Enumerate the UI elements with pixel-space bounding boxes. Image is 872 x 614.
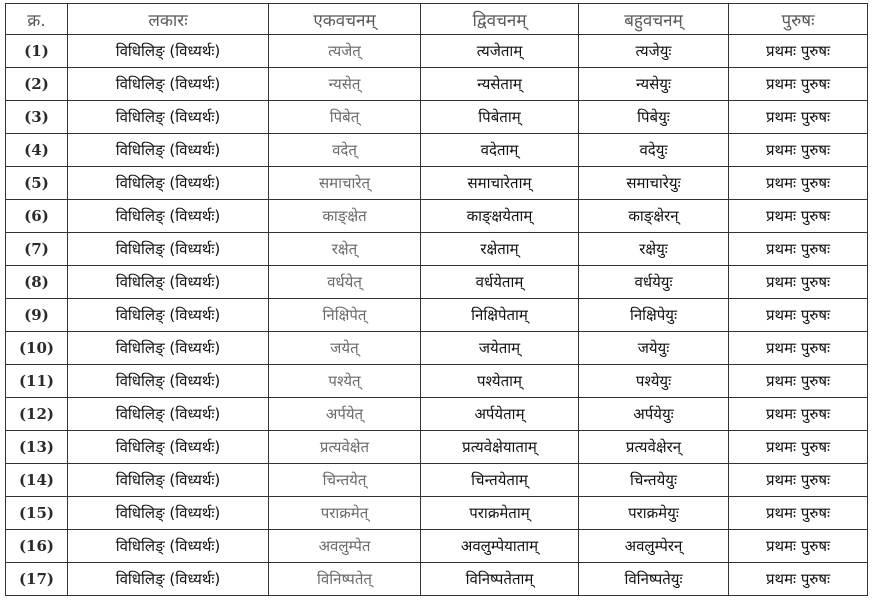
table-row (6, 68, 868, 101)
row-lakara: विधिलिङ् (विध्यर्थः) (68, 134, 269, 167)
row-serial: (2) (6, 68, 68, 101)
table-row (6, 530, 868, 563)
row-purusha: प्रथमः पुरुषः (729, 233, 868, 266)
row-bahuvachana: पश्येयुः (579, 365, 729, 398)
row-bahuvachana: वदेयुः (579, 134, 729, 167)
row-lakara: विधिलिङ् (विध्यर्थः) (68, 200, 269, 233)
row-serial: (4) (6, 134, 68, 167)
row-serial: (3) (6, 101, 68, 134)
row-lakara: विधिलिङ् (विध्यर्थः) (68, 101, 269, 134)
table-row (6, 299, 868, 332)
row-ekavachana: पराक्रमेत् (269, 497, 421, 530)
row-purusha: प्रथमः पुरुषः (729, 332, 868, 365)
row-purusha: प्रथमः पुरुषः (729, 134, 868, 167)
row-dvivachana: जयेताम् (421, 332, 579, 365)
row-lakara: विधिलिङ् (विध्यर्थः) (68, 167, 269, 200)
row-purusha: प्रथमः पुरुषः (729, 200, 868, 233)
row-bahuvachana: वर्धयेयुः (579, 266, 729, 299)
row-purusha: प्रथमः पुरुषः (729, 365, 868, 398)
header-purusha: पुरुषः (729, 4, 868, 35)
row-lakara: विधिलिङ् (विध्यर्थः) (68, 398, 269, 431)
row-lakara: विधिलिङ् (विध्यर्थः) (68, 497, 269, 530)
row-dvivachana: अर्पयेताम् (421, 398, 579, 431)
table-row (6, 101, 868, 134)
row-dvivachana: अवलुम्पेयाताम् (421, 530, 579, 563)
row-ekavachana: पिबेत् (269, 101, 421, 134)
table-row (6, 200, 868, 233)
table-row (6, 431, 868, 464)
row-dvivachana: वदेताम् (421, 134, 579, 167)
table-row (6, 464, 868, 497)
row-serial: (5) (6, 167, 68, 200)
table-row (6, 365, 868, 398)
row-serial: (11) (6, 365, 68, 398)
row-purusha: प्रथमः पुरुषः (729, 563, 868, 596)
row-ekavachana: अर्पयेत् (269, 398, 421, 431)
row-purusha: प्रथमः पुरुषः (729, 431, 868, 464)
row-dvivachana: काङ्क्षयेताम् (421, 200, 579, 233)
row-ekavachana: जयेत् (269, 332, 421, 365)
row-bahuvachana: अवलुम्पेरन् (579, 530, 729, 563)
row-purusha: प्रथमः पुरुषः (729, 35, 868, 68)
row-dvivachana: चिन्तयेताम् (421, 464, 579, 497)
row-lakara: विधिलिङ् (विध्यर्थः) (68, 299, 269, 332)
table-row (6, 233, 868, 266)
table-row (6, 167, 868, 200)
row-lakara: विधिलिङ् (विध्यर्थः) (68, 266, 269, 299)
row-bahuvachana: पिबेयुः (579, 101, 729, 134)
row-dvivachana: वर्धयेताम् (421, 266, 579, 299)
row-lakara: विधिलिङ् (विध्यर्थः) (68, 464, 269, 497)
table-body (6, 35, 868, 596)
row-purusha: प्रथमः पुरुषः (729, 299, 868, 332)
row-ekavachana: प्रत्यवेक्षेत (269, 431, 421, 464)
conjugation-sheet (5, 3, 867, 603)
row-serial: (6) (6, 200, 68, 233)
row-dvivachana: समाचारेताम् (421, 167, 579, 200)
row-dvivachana: पश्येताम् (421, 365, 579, 398)
row-serial: (17) (6, 563, 68, 596)
row-dvivachana: निक्षिपेताम् (421, 299, 579, 332)
row-bahuvachana: पराक्रमेयुः (579, 497, 729, 530)
table-row (6, 563, 868, 596)
conjugation-table (5, 3, 868, 596)
row-serial: (1) (6, 35, 68, 68)
row-serial: (7) (6, 233, 68, 266)
row-serial: (12) (6, 398, 68, 431)
row-ekavachana: वदेत् (269, 134, 421, 167)
table-row (6, 35, 868, 68)
row-bahuvachana: प्रत्यवेक्षेरन् (579, 431, 729, 464)
row-lakara: विधिलिङ् (विध्यर्थः) (68, 365, 269, 398)
row-purusha: प्रथमः पुरुषः (729, 398, 868, 431)
row-dvivachana: त्यजेताम् (421, 35, 579, 68)
row-dvivachana: रक्षेताम् (421, 233, 579, 266)
row-ekavachana: त्यजेत् (269, 35, 421, 68)
row-bahuvachana: विनिष्पतेयुः (579, 563, 729, 596)
header-ekavachana: एकवचनम् (269, 4, 421, 35)
header-dvivachana: द्विवचनम् (421, 4, 579, 35)
header-serial: क्र. (6, 4, 68, 35)
row-lakara: विधिलिङ् (विध्यर्थः) (68, 530, 269, 563)
row-ekavachana: काङ्क्षेत (269, 200, 421, 233)
row-bahuvachana: अर्पयेयुः (579, 398, 729, 431)
row-bahuvachana: न्यसेयुः (579, 68, 729, 101)
row-lakara: विधिलिङ् (विध्यर्थः) (68, 563, 269, 596)
row-ekavachana: समाचारेत् (269, 167, 421, 200)
row-serial: (14) (6, 464, 68, 497)
row-purusha: प्रथमः पुरुषः (729, 464, 868, 497)
row-ekavachana: न्यसेत् (269, 68, 421, 101)
row-dvivachana: न्यसेताम् (421, 68, 579, 101)
row-bahuvachana: काङ्क्षेरन् (579, 200, 729, 233)
row-ekavachana: पश्येत् (269, 365, 421, 398)
row-purusha: प्रथमः पुरुषः (729, 68, 868, 101)
row-lakara: विधिलिङ् (विध्यर्थः) (68, 233, 269, 266)
row-lakara: विधिलिङ् (विध्यर्थः) (68, 35, 269, 68)
row-serial: (8) (6, 266, 68, 299)
row-purusha: प्रथमः पुरुषः (729, 167, 868, 200)
row-dvivachana: पराक्रमेताम् (421, 497, 579, 530)
row-purusha: प्रथमः पुरुषः (729, 530, 868, 563)
row-bahuvachana: निक्षिपेयुः (579, 299, 729, 332)
row-purusha: प्रथमः पुरुषः (729, 497, 868, 530)
row-dvivachana: प्रत्यवेक्षेयाताम् (421, 431, 579, 464)
row-dvivachana: विनिष्पतेताम् (421, 563, 579, 596)
row-ekavachana: रक्षेत् (269, 233, 421, 266)
row-bahuvachana: जयेयुः (579, 332, 729, 365)
row-purusha: प्रथमः पुरुषः (729, 266, 868, 299)
row-ekavachana: निक्षिपेत् (269, 299, 421, 332)
row-lakara: विधिलिङ् (विध्यर्थः) (68, 332, 269, 365)
table-row (6, 398, 868, 431)
row-ekavachana: अवलुम्पेत (269, 530, 421, 563)
row-bahuvachana: चिन्तयेयुः (579, 464, 729, 497)
row-ekavachana: विनिष्पतेत् (269, 563, 421, 596)
row-bahuvachana: समाचारेयुः (579, 167, 729, 200)
table-row (6, 134, 868, 167)
row-bahuvachana: त्यजेयुः (579, 35, 729, 68)
row-serial: (13) (6, 431, 68, 464)
table-row (6, 497, 868, 530)
header-row (6, 4, 868, 35)
row-ekavachana: चिन्तयेत् (269, 464, 421, 497)
row-serial: (16) (6, 530, 68, 563)
row-lakara: विधिलिङ् (विध्यर्थः) (68, 431, 269, 464)
row-serial: (15) (6, 497, 68, 530)
header-lakara: लकारः (68, 4, 269, 35)
row-ekavachana: वर्धयेत् (269, 266, 421, 299)
row-bahuvachana: रक्षेयुः (579, 233, 729, 266)
header-bahuvachana: बहुवचनम् (579, 4, 729, 35)
row-serial: (10) (6, 332, 68, 365)
row-lakara: विधिलिङ् (विध्यर्थः) (68, 68, 269, 101)
row-purusha: प्रथमः पुरुषः (729, 101, 868, 134)
table-row (6, 266, 868, 299)
table-row (6, 332, 868, 365)
row-serial: (9) (6, 299, 68, 332)
row-dvivachana: पिबेताम् (421, 101, 579, 134)
